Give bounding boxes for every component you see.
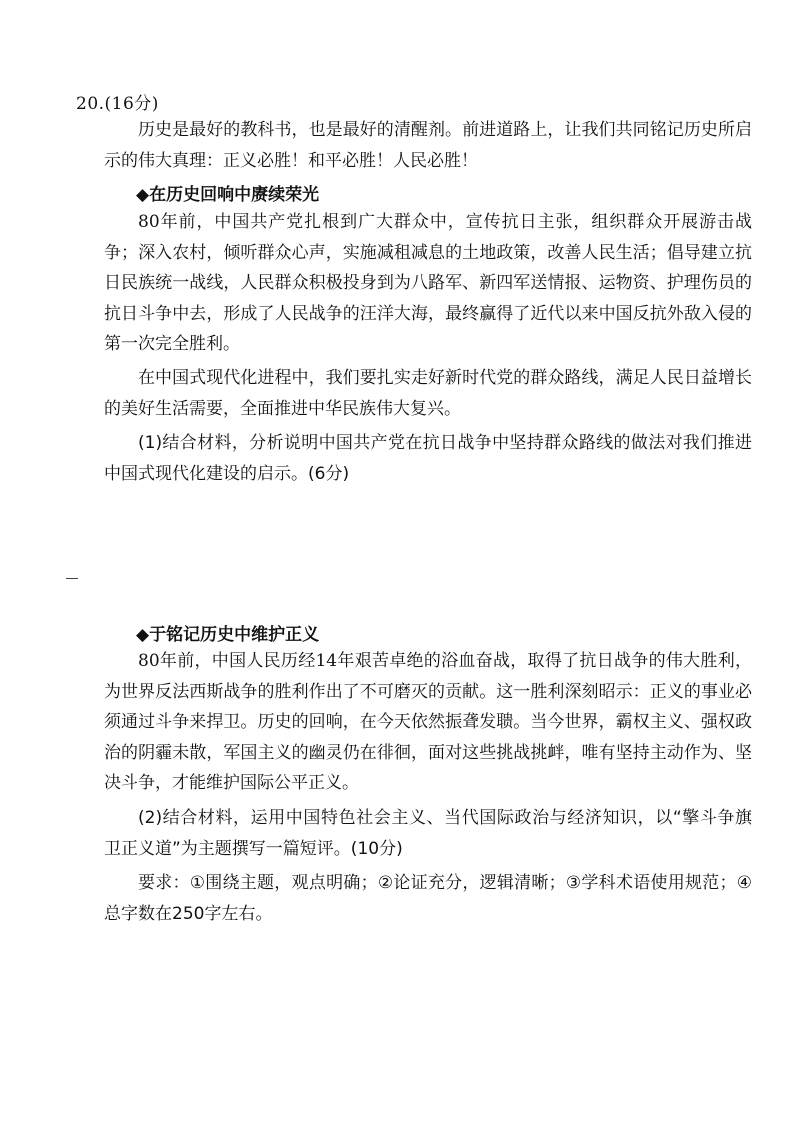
answer-space-1[interactable]	[104, 500, 752, 570]
section1-question: (1)结合材料，分析说明中国共产党在抗日战争中坚持群众路线的做法对我们推进中国式现代化建设的启示。(6分)	[104, 433, 752, 484]
section1-heading: ◆在历史回响中赓续荣光	[136, 185, 320, 205]
section2-heading: ◆于铭记历史中维护正义	[136, 625, 320, 645]
section1-material-paragraph-1: 80年前，中国共产党扎根到广大群众中，宣传抗日主张，组织群众开展游击战争；深入农村，倾听群众心声，实施减租减息的土地政策，改善人民生活；倡导建立抗日民族统一战线，人民群众积极投身到为八路军、新四军送情报、运物资、护理伤员的抗日斗争中去，形成了人民战争的汪洋大海，最终赢得了近代以来中国反抗外敌入侵的第一次完全胜利。	[104, 212, 752, 354]
answer-space-2[interactable]	[104, 940, 752, 1090]
section1-material-paragraph-2: 在中国式现代化进程中，我们要扎实走好新时代党的群众路线，满足人民日益增长的美好生活需要，全面推进中华民族伟大复兴。	[104, 368, 752, 419]
section2-material-paragraph: 80年前，中国人民历经14年艰苦卓绝的浴血奋战，取得了抗日战争的伟大胜利，为世界反法西斯战争的胜利作出了不可磨灭的贡献。这一胜利深刻昭示：正义的事业必须通过斗争来捍卫。历史的回响，在今天依然振聋发聩。当今世界，霸权主义、强权政治的阴霾未散，军国主义的幽灵仍在徘徊，面对这些挑战挑衅，唯有坚持主动作为、坚决斗争，才能维护国际公平正义。	[104, 651, 752, 793]
question-intro: 历史是最好的教科书，也是最好的清醒剂。前进道路上，让我们共同铭记历史所启示的伟大真理：正义必胜！和平必胜！人民必胜！	[104, 120, 752, 171]
margin-mark	[66, 578, 78, 579]
question-number: 20.(16分)	[76, 94, 159, 114]
section2-requirements: 要求：①围绕主题，观点明确；②论证充分，逻辑清晰；③学科术语使用规范；④总字数在250字左右。	[104, 873, 752, 924]
section2-question: (2)结合材料，运用中国特色社会主义、当代国际政治与经济知识，以“擎斗争旗 卫正义道”为主题撰写一篇短评。(10分)	[104, 808, 752, 859]
